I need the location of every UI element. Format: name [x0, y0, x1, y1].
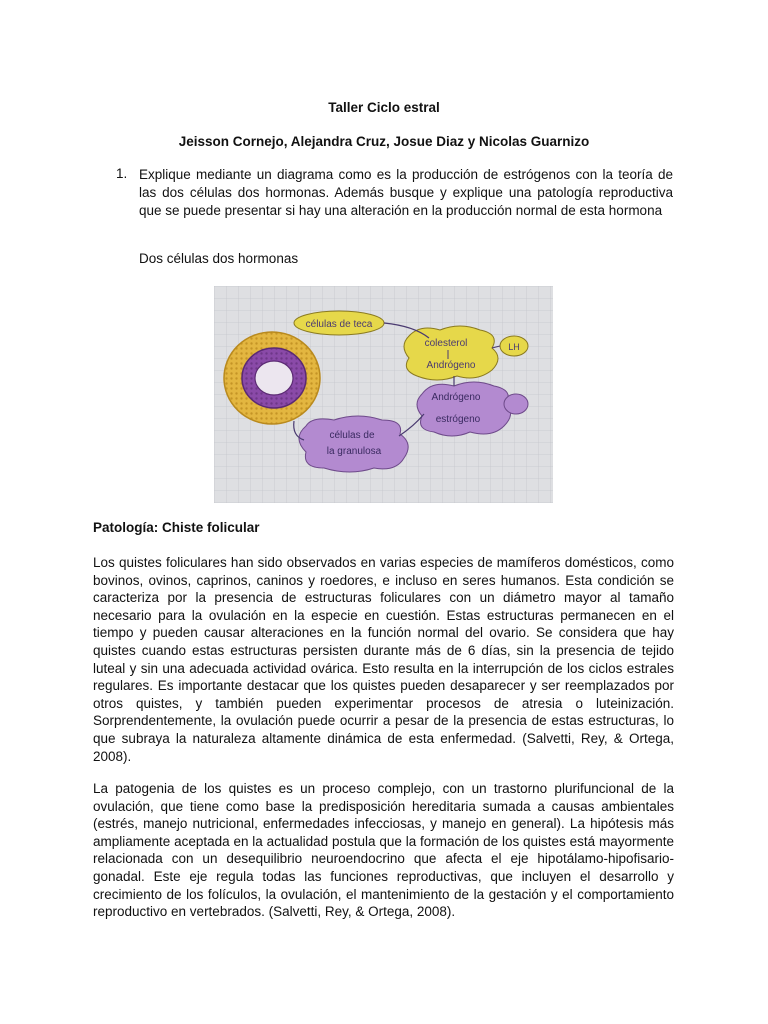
lh-label: LH — [508, 342, 520, 352]
androgeno-label-2: Andrógeno — [431, 392, 481, 403]
document-title: Taller Ciclo estral — [328, 100, 440, 115]
follicle-drawing — [224, 332, 320, 424]
estrogeno-label: estrógeno — [435, 414, 481, 425]
follicle-antrum — [255, 361, 293, 395]
androgeno-label-1: Andrógeno — [426, 360, 476, 371]
estrogeno-bubble — [417, 382, 511, 436]
section-title: Patología: Chiste folicular — [93, 520, 260, 535]
document-authors: Jeisson Cornejo, Alejandra Cruz, Josue Diaz y Nicolas Guarnizo — [178, 134, 590, 149]
colesterol-label: colesterol — [424, 338, 468, 349]
question-text: Explique mediante un diagrama como es la producción de estrógenos con la teoría de las dos células dos hormonas. Además busque y explique una patología reproductiva que se puede presentar si hay una alteración en la producción normal de esta hormona — [139, 167, 673, 218]
small-purple-bubble — [504, 394, 528, 414]
body-paragraph-1: Los quistes foliculares han sido observados en varias especies de mamíferos domésticos, como bovinos, ovinos, caprinos, caninos y roedores, e incluso en seres humanos. Esta condición se caracteriza por la presencia de estructuras foliculares con un diámetro mayor al tamaño necesario para la ovulación en la especie en cuestión. Estas estructuras permanecen en el tiempo y pueden causar alteraciones en la función normal del ovario. Se considera que hay quistes cuando estas estructuras persisten durante más de 6 días, sin la presencia de tejido luteal y sin una adecuada actividad ovárica. Esto resulta en la interrupción de los ciclos estrales regulares. Es importante destacar que los quistes pueden desaparecer y ser reemplazados por otros quistes, y también pueden experimentar procesos de atresia o luteinización. Sorprendentemente, la ovulación puede ocurrir a pesar de la presencia de estas estructuras, lo que subraya la naturaleza altamente dinámica de esta enfermedad. (Salvetti, Rey, & Ortega, 2008). — [93, 555, 674, 764]
granulosa-bubble — [299, 416, 408, 472]
two-cells-diagram — [214, 286, 553, 503]
colesterol-bubble — [404, 326, 498, 380]
diagram-photo — [214, 286, 553, 503]
diagram-subheading: Dos células dos hormonas — [139, 251, 299, 266]
granulosa-label-1: células de — [329, 430, 375, 441]
granulosa-label-2: la granulosa — [326, 446, 382, 457]
body-paragraph-2: La patogenia de los quistes es un proceso complejo, con un trastorno plurifuncional de la ovulación, que tiene como base la predisposición hereditaria sumada a causas ambientales (estrés, manejo nutricional, enfermedades infecciosas, y manejo en general). La hipótesis más ampliamente aceptada en la actualidad postula que la formación de los quistes está mayormente relacionada con un desequilibrio neuroendocrino que afecta el eje hipotálamo-hipofisario-gonadal. Este eje regula todas las funciones reproductivas, que incluyen el desarrollo y crecimiento de los folículos, la ovulación, el mantenimiento de la gestación y el comportamiento reproductivo en vertebrados. (Salvetti, Rey, & Ortega, 2008). — [93, 781, 674, 920]
teca-label: células de teca — [305, 319, 373, 330]
question-number: 1. — [116, 166, 128, 181]
